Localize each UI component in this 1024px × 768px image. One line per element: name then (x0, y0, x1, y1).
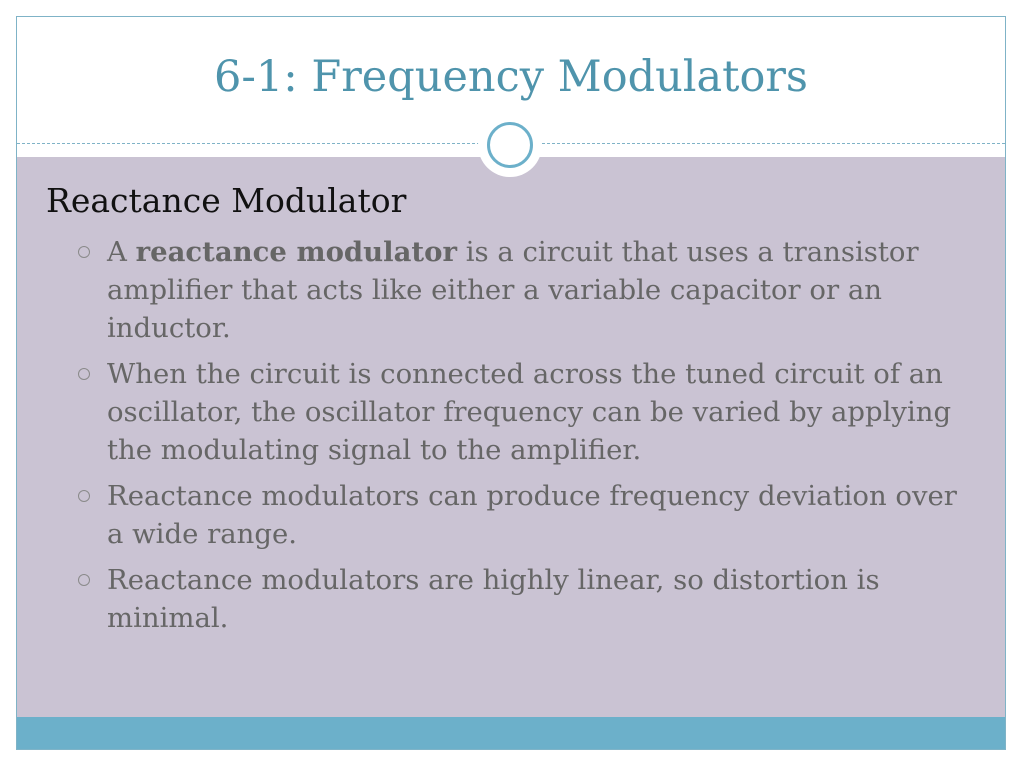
footer-accent-bar (17, 717, 1005, 750)
bullet-suffix: is a circuit that uses a transistor amplifier that acts like either a variable capacitor or an inductor. (107, 236, 919, 344)
ring-shape (487, 122, 533, 168)
bullet-circle-icon (78, 368, 90, 380)
slide (16, 16, 1006, 750)
bullet-circle-icon (78, 490, 90, 502)
section-heading: Reactance Modulator (46, 181, 407, 220)
circle-ornament-icon (478, 113, 542, 177)
bullet-text: Reactance modulators can produce frequency deviation over a wide range. (107, 480, 957, 550)
slide-title: 6-1: Frequency Modulators (214, 52, 808, 102)
bullet-item (76, 561, 976, 637)
bullet-text: When the circuit is connected across the tuned circuit of an oscillator, the oscillator frequency can be varied by applying the modulating signal to the amplifier. (107, 358, 952, 466)
bullet-prefix: A (107, 236, 136, 268)
bullet-item (76, 355, 976, 469)
bullet-bold-term: reactance modulator (135, 236, 457, 268)
bullet-circle-icon (78, 246, 90, 258)
bullet-item (76, 233, 976, 347)
bullet-list (76, 233, 976, 645)
bullet-item (76, 477, 976, 553)
bullet-text: Reactance modulators are highly linear, so distortion is minimal. (107, 564, 880, 634)
bullet-circle-icon (78, 574, 90, 586)
